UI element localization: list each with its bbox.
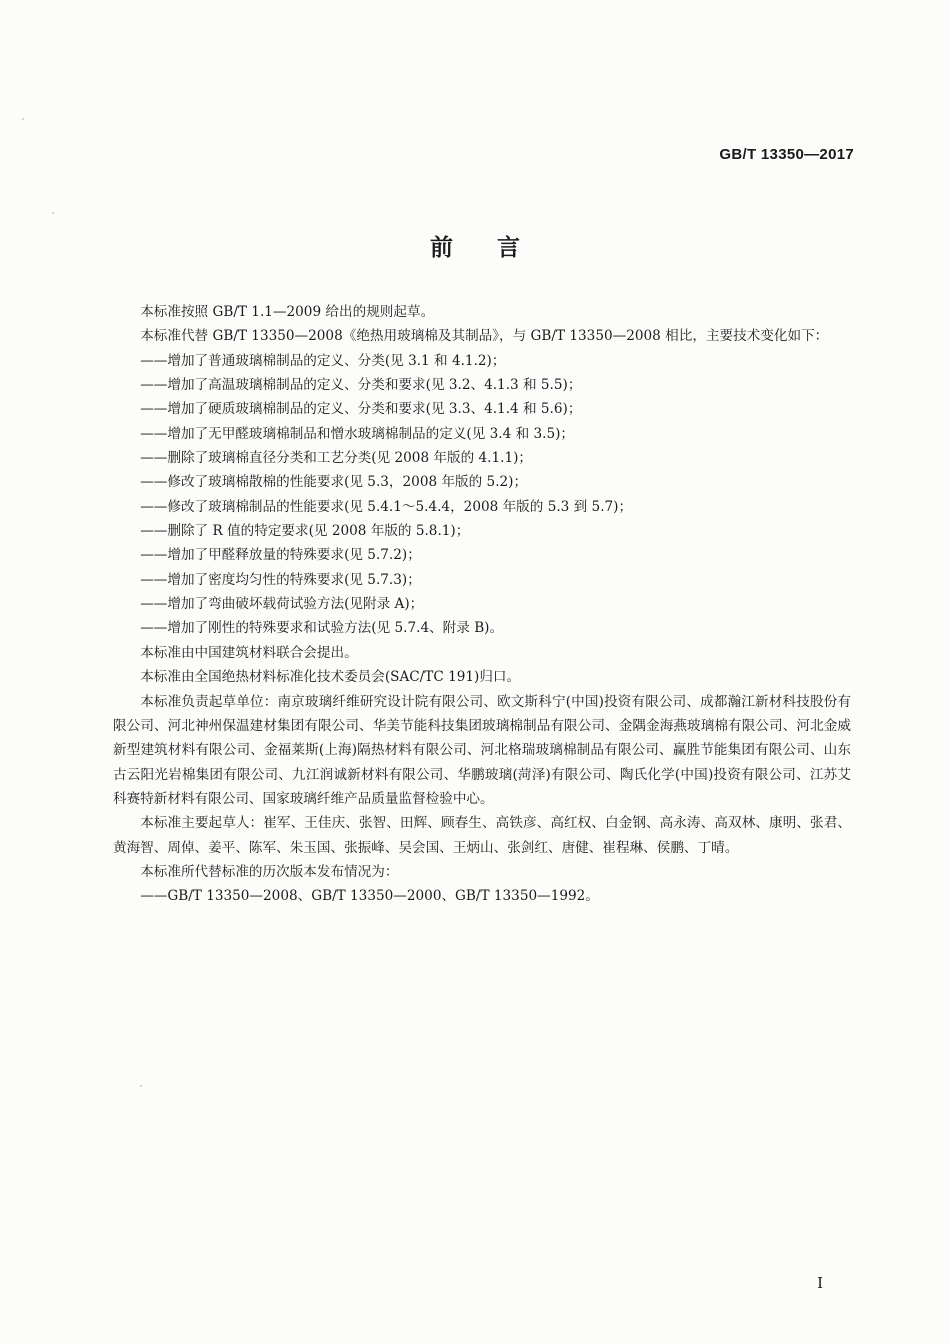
- standard-number: GB/T 13350—2017: [719, 146, 854, 163]
- history-item: ——GB/T 13350—2008、GB/T 13350—2000、GB/T 13350—1992。: [140, 888, 599, 905]
- change-item: ——增加了普通玻璃棉制品的定义、分类(见 3.1 和 4.1.2)；: [140, 352, 506, 369]
- document-body: [113, 300, 851, 909]
- change-item: ——增加了高温玻璃棉制品的定义、分类和要求(见 3.2、4.1.3 和 5.5)；: [140, 377, 582, 394]
- change-item: ——删除了玻璃棉直径分类和工艺分类(见 2008 年版的 4.1.1)；: [140, 450, 533, 467]
- change-item: ——增加了无甲醛玻璃棉制品和憎水玻璃棉制品的定义(见 3.4 和 3.5)；: [140, 425, 575, 442]
- change-item: ——修改了玻璃棉散棉的性能要求(见 5.3，2008 年版的 5.2)；: [140, 474, 528, 491]
- page-title: 前言: [430, 235, 564, 261]
- change-item: ——增加了甲醛释放量的特殊要求(见 5.7.2)；: [140, 547, 421, 564]
- paragraph-drafting-rules: 本标准按照 GB/T 1.1—2009 给出的规则起草。: [140, 304, 435, 320]
- paragraph-drafting-units: 本标准负责起草单位：南京玻璃纤维研究设计院有限公司、欧文斯科宁(中国)投资有限公司、成都瀚江新材科技股份有限公司、河北神州保温建材集团有限公司、华美节能科技集团玻璃棉制品有限公司、金隅金海燕玻璃棉有限公司、河北金威新型建筑材料有限公司、金福莱斯(上海)隔热材料有限公司、河北格瑞玻璃棉制品有限公司、赢胜节能集团有限公司、山东古云阳光岩棉集团有限公司、九江润诚新材料有限公司、华鹏玻璃(菏泽)有限公司、陶氏化学(中国)投资有限公司、江苏艾科赛特新材料有限公司、国家玻璃纤维产品质量监督检验中心。: [113, 693, 851, 807]
- change-item: ——增加了硬质玻璃棉制品的定义、分类和要求(见 3.3、4.1.4 和 5.6)；: [140, 401, 582, 418]
- paragraph-drafters: 本标准主要起草人：崔军、王佳庆、张智、田辉、顾春生、高铁彦、高红权、白金钢、高永涛、高双林、康明、张君、黄海智、周倬、姜平、陈军、朱玉国、张振峰、吴会国、王炳山、张剑红、唐健、崔程琳、侯鹏、丁晴。: [113, 815, 851, 856]
- paragraph-committee: 本标准由全国绝热材料标准化技术委员会(SAC/TC 191)归口。: [140, 669, 521, 686]
- paragraph-replacement: 本标准代替 GB/T 13350—2008《绝热用玻璃棉及其制品》，与 GB/T 13350—2008 相比，主要技术变化如下：: [140, 328, 829, 345]
- scan-speck: [140, 1085, 142, 1087]
- scan-speck: [52, 212, 54, 214]
- change-item: ——删除了 R 值的特定要求(见 2008 年版的 5.8.1)；: [140, 523, 470, 540]
- change-item: ——增加了弯曲破坏载荷试验方法(见附录 A)；: [140, 596, 424, 613]
- paragraph-history-intro: 本标准所代替标准的历次版本发布情况为：: [140, 863, 399, 880]
- paragraph-proposer: 本标准由中国建筑材料联合会提出。: [140, 644, 358, 661]
- change-item: ——增加了密度均匀性的特殊要求(见 5.7.3)；: [140, 571, 421, 588]
- scan-speck: [22, 118, 24, 120]
- change-item: ——修改了玻璃棉制品的性能要求(见 5.4.1～5.4.4，2008 年版的 5.3 到 5.7)；: [140, 498, 633, 515]
- page-number: I: [817, 1274, 823, 1292]
- change-item: ——增加了刚性的特殊要求和试验方法(见 5.7.4、附录 B)。: [140, 620, 504, 637]
